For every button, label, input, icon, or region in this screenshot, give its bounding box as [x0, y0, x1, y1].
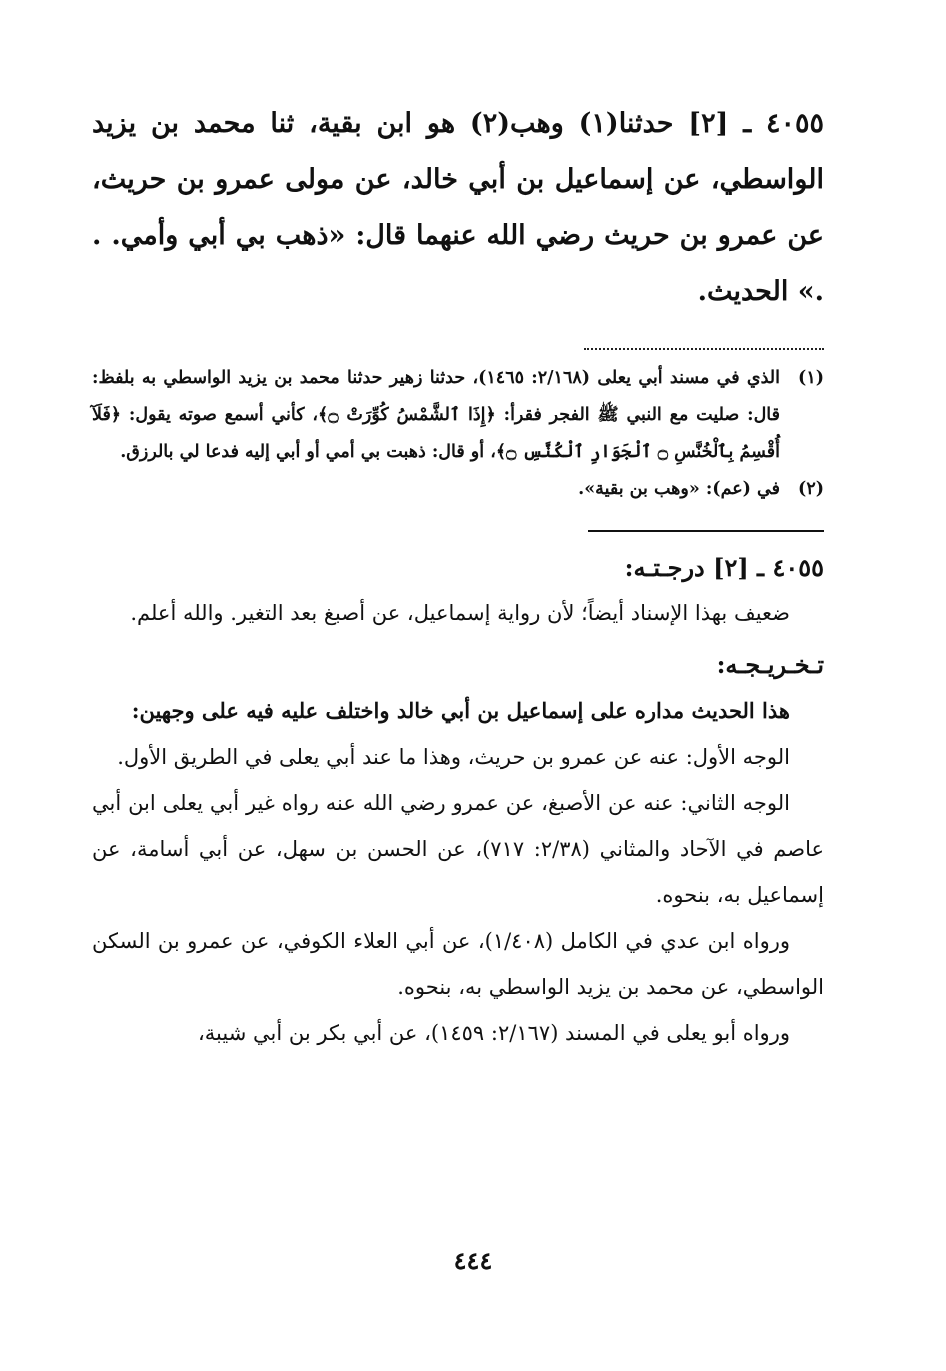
- hadith-text: ٤٠٥٥ ـ [٢] حدثنا(١) وهب(٢) هو ابن بقية، ثنا محمد بن يزيد الواسطي، عن إسماعيل بن أبي خالد، عن مولى عمرو بن حريث، عن عمرو بن حريث رضي الله عنهما قال: «ذهب بي أبي وأمي. . .» الحديث.: [92, 108, 824, 307]
- footnote-separator: [584, 338, 824, 350]
- footnote-number: (٢): [798, 479, 824, 499]
- grade-text: ضعيف بهذا الإسناد أيضاً؛ لأن رواية إسماعيل، عن أصبغ بعد التغير. والله أعلم.: [130, 601, 790, 625]
- takhrij-intro: هذا الحديث مداره على إسماعيل بن أبي خالد واختلف عليه فيه على وجهين:: [131, 698, 790, 723]
- page-number: ٤٤٤: [453, 1246, 493, 1275]
- footnote-number: (١): [798, 368, 824, 388]
- footnote-1: [92, 360, 824, 471]
- page-content: [92, 96, 824, 1056]
- takhrij-paragraph: ورواه أبو يعلى في المسند (٢/١٦٧: ١٤٥٩)، عن أبي بكر بن أبي شيبة،: [198, 1021, 790, 1045]
- takhrij-paragraph: الوجه الثاني: عنه عن الأصبغ، عن عمرو رضي الله عنه رواه غير أبي يعلى ابن أبي عاصم في الآحاد والمثاني (٢/٣٨: ٧١٧)، عن الحسن بن سهل، عن أبي أسامة، عن إسماعيل به، بنحوه.: [92, 791, 824, 907]
- footnote-text: في (عم): «وهب بن بقية».: [578, 479, 780, 499]
- footnote-text: الذي في مسند أبي يعلى (٢/١٦٨: ١٤٦٥)، حدثنا زهير حدثنا محمد بن يزيد الواسطي به بلفظ: قال: صليت مع النبي ﷺ الفجر فقرأ: ﴿إِذَا ٱلشَّمْسُ كُوِّرَتْ ۝﴾، كأني أسمع صوته يقول: ﴿فَلَآ أُقْسِمُ بِٱلْخُنَّسِ ۝ ٱلْجَوَارِ ٱلْكُنَّسِ ۝﴾، أو قال: ذهبت بي أمي أو أبي إليه فدعا لي بالرزق.: [92, 368, 780, 462]
- footnotes: [92, 360, 824, 508]
- footnote-2: [92, 471, 824, 508]
- takhrij-heading: تـخـريـجـه:: [716, 650, 824, 679]
- takhrij-paragraph: الوجه الأول: عنه عن عمرو بن حريث، وهذا ما عند أبي يعلى في الطريق الأول.: [117, 745, 790, 769]
- grade-heading: ٤٠٥٥ ـ [٢] درجـتـه:: [624, 553, 824, 582]
- section-rule: [588, 530, 824, 532]
- takhrij-paragraph: ورواه ابن عدي في الكامل (١/٤٠٨)، عن أبي العلاء الكوفي، عن عمرو بن السكن الواسطي، عن محمد بن يزيد الواسطي به، بنحوه.: [92, 929, 824, 999]
